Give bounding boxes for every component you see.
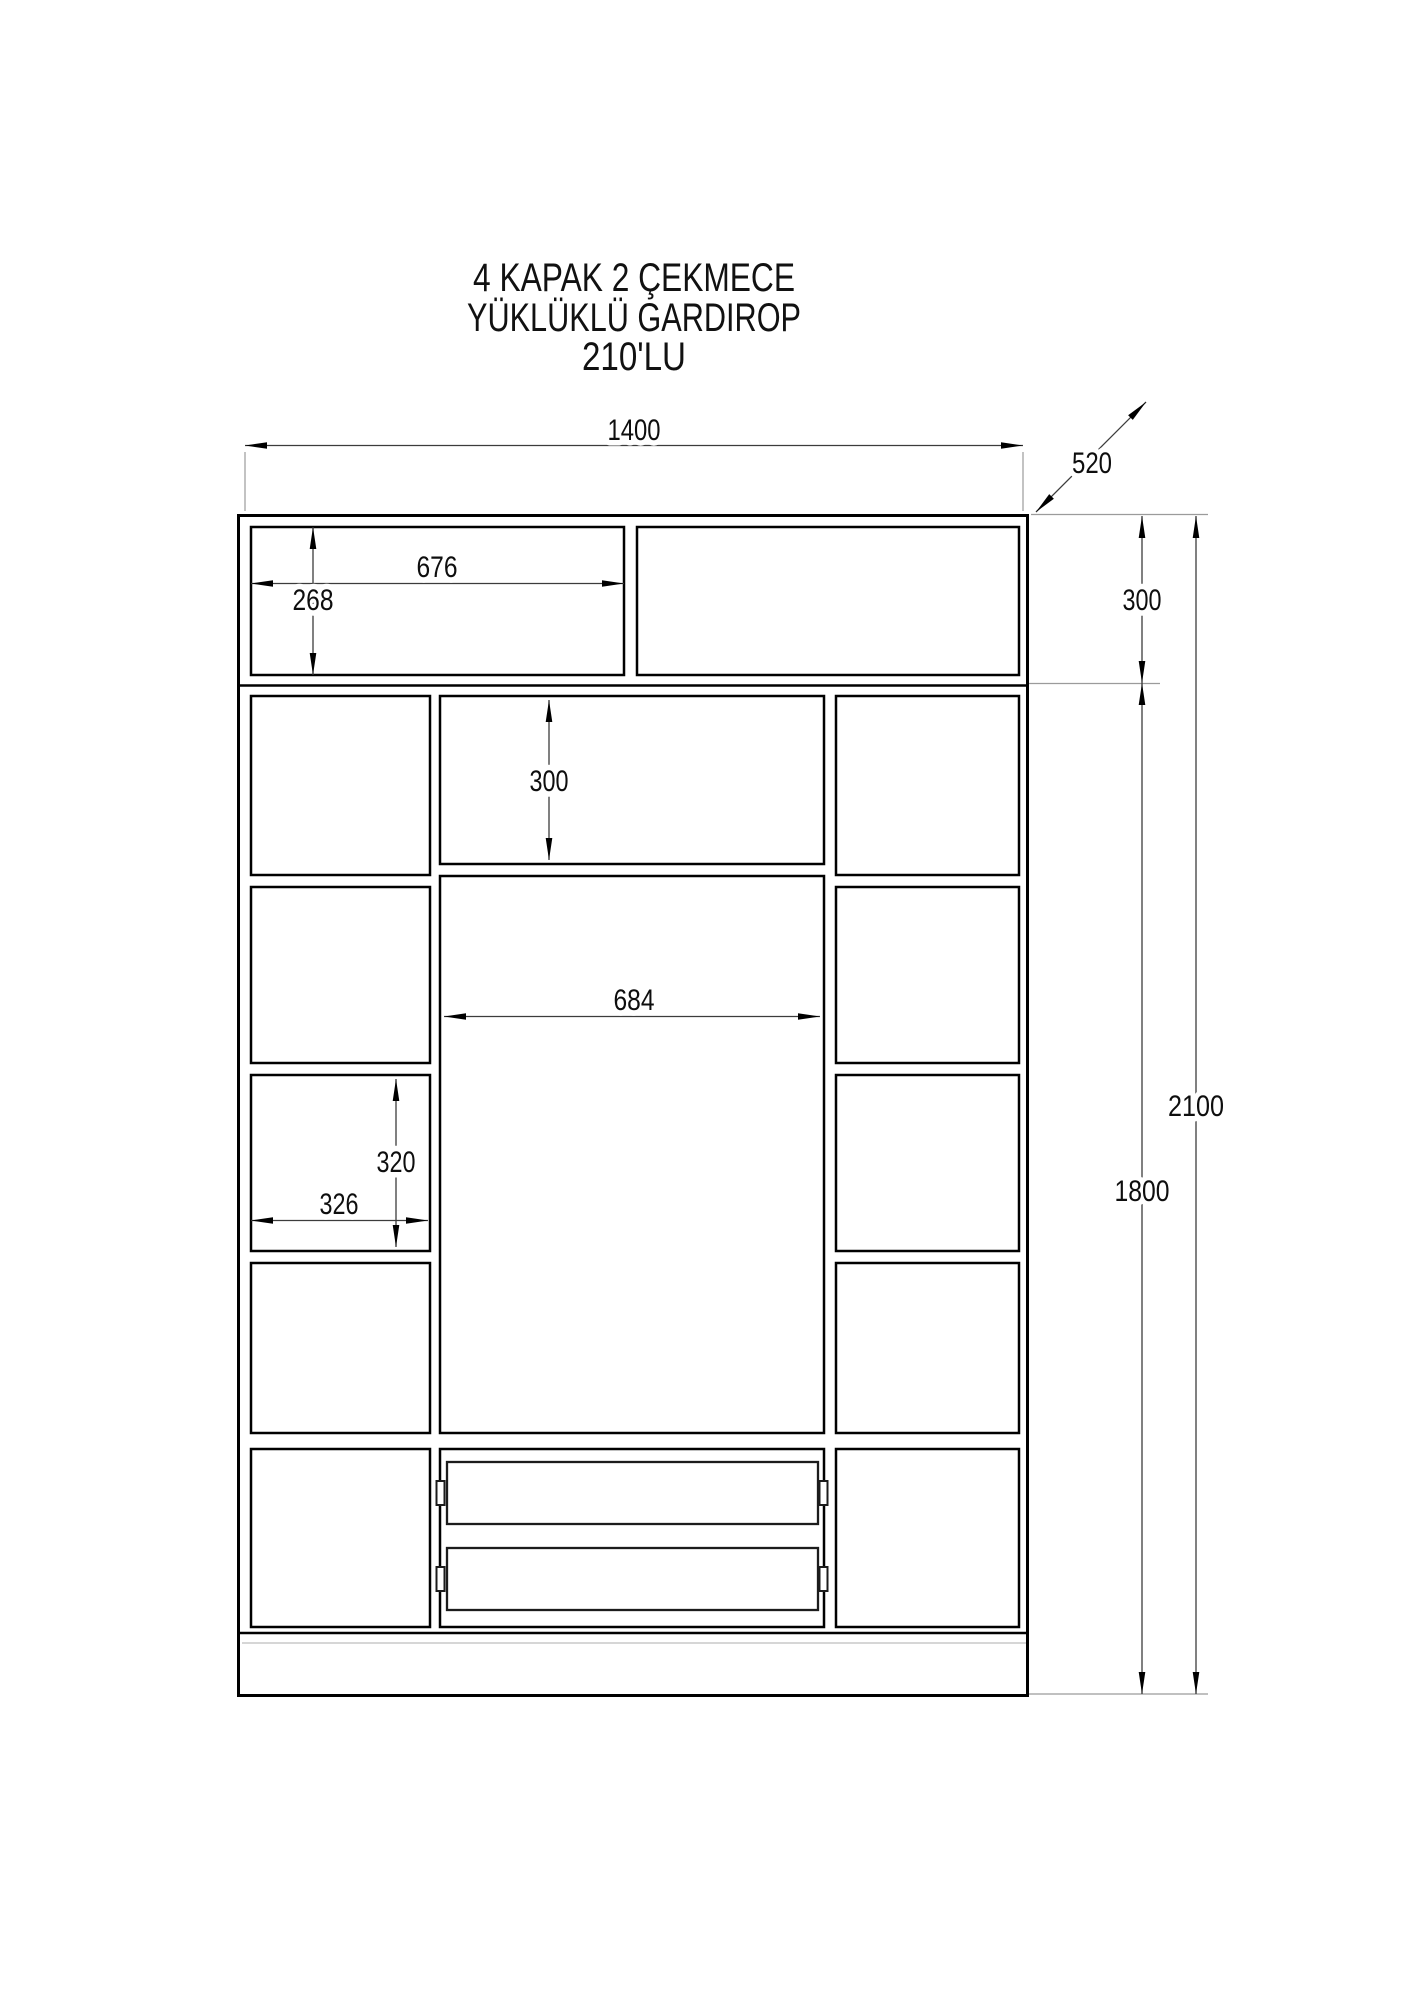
- dimension-depth: [1036, 402, 1146, 512]
- drawer-unit: [440, 1449, 824, 1627]
- dimension-height-total: [1168, 516, 1224, 1694]
- dim-top-height-label: 300: [1122, 584, 1162, 617]
- middle-top-compartment: [440, 696, 824, 864]
- title-line-1: 4 KAPAK 2 ÇEKMECE: [473, 256, 795, 300]
- dim-top-door-height-label: 268: [292, 584, 334, 617]
- dim-middle-width-label: 684: [613, 984, 655, 1017]
- right-door-1: [836, 696, 1019, 875]
- dimension-top-door-width: [251, 551, 624, 584]
- right-door-2: [836, 887, 1019, 1063]
- left-door-5: [251, 1449, 430, 1627]
- middle-hanging-area: [440, 876, 824, 1433]
- left-door-2: [251, 887, 430, 1063]
- drawer-1-right-slide: [820, 1481, 828, 1505]
- dim-body-height-label: 1800: [1114, 1175, 1170, 1208]
- dimension-top-height: [1123, 516, 1162, 683]
- dim-shelf-width-label: 326: [319, 1188, 359, 1221]
- drawer-1-left-slide: [437, 1481, 445, 1505]
- dimension-middle-width: [444, 984, 820, 1017]
- extension-lines: [245, 452, 1208, 1694]
- dim-middle-top-height-label: 300: [529, 765, 569, 798]
- right-door-4: [836, 1263, 1019, 1433]
- title-line-2: YÜKLÜKLÜ GARDIROP: [467, 296, 801, 340]
- dim-width-total-label: 1400: [607, 414, 661, 447]
- wardrobe-body: [239, 516, 1028, 1696]
- dim-shelf-height-label: 320: [376, 1146, 416, 1179]
- drawer-2-left-slide: [437, 1567, 445, 1591]
- dim-top-door-width-label: 676: [416, 551, 458, 584]
- left-door-4: [251, 1263, 430, 1433]
- title-line-3: 210'LU: [582, 335, 686, 379]
- dimension-top-door-height: [293, 527, 334, 675]
- dimension-middle-top-height: [530, 700, 569, 860]
- right-door-3: [836, 1075, 1019, 1251]
- right-door-5: [836, 1449, 1019, 1627]
- dim-height-total-label: 2100: [1168, 1090, 1224, 1123]
- dim-depth-label: 520: [1072, 447, 1112, 480]
- dimension-shelf-width: [251, 1188, 428, 1221]
- dimension-shelf-height: [377, 1079, 416, 1247]
- title-block: [467, 256, 801, 379]
- drawer-2: [447, 1548, 818, 1610]
- dimension-body-height: [1115, 683, 1170, 1694]
- outer-frame: [239, 516, 1028, 1696]
- left-door-1: [251, 696, 430, 875]
- top-right-door: [637, 527, 1019, 675]
- dimension-width-total: [245, 414, 1023, 447]
- drawer-2-right-slide: [820, 1567, 828, 1591]
- drawer-1: [447, 1462, 818, 1524]
